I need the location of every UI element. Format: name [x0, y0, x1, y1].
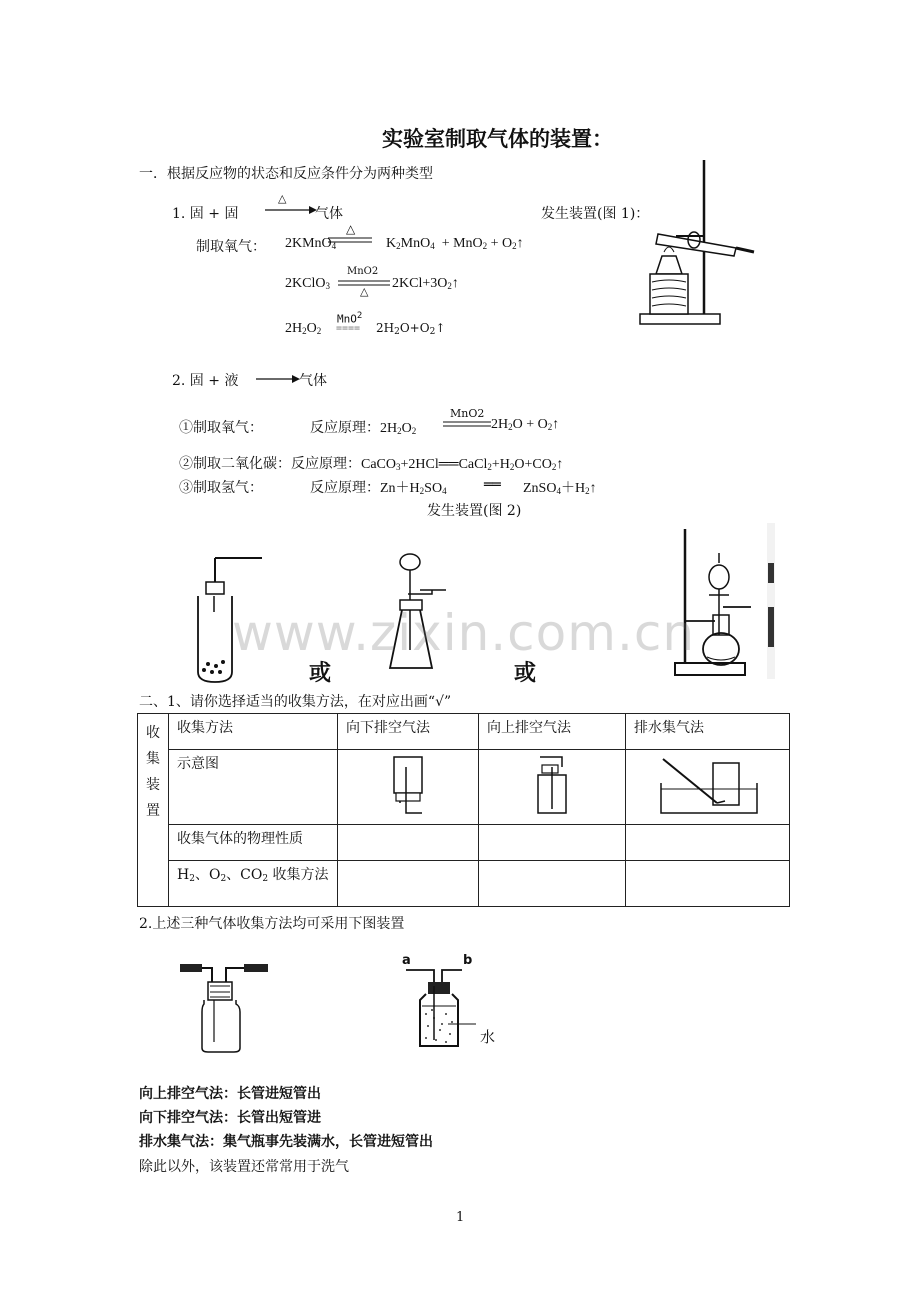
section1-heading: 一．根据反应物的状态和反应条件分为两种类型 [139, 166, 433, 182]
eq1-right: $K_2MnO_4 + MnO_2$ + $O_2↑$ [386, 236, 524, 251]
eq2-catalyst: MnO2 [347, 266, 379, 277]
type2-label: 2. 固 + 液 [172, 373, 239, 389]
type1-product: 气体 [315, 206, 343, 222]
reaction3-label: ③制取氢气： [179, 480, 263, 496]
rule-water: 排水集气法：集气瓶事先装满水，长管进短管出 [139, 1134, 433, 1150]
type1-condition: △ [278, 192, 287, 205]
type1-arrow [263, 194, 317, 228]
apparatus1-label: 发生装置(图 1)： [541, 206, 650, 222]
rule-downward: 向下排空气法：长管出短管进 [139, 1110, 321, 1126]
watermark: www.zixin.com.cn [232, 604, 696, 662]
section2-heading: 二、1、请你选择适当的收集方法，在对应出画“√” [139, 694, 452, 710]
diagram-cell-water [626, 750, 790, 825]
reaction1-principle: 反应原理：$2H_2O_2$ [310, 421, 417, 436]
reaction1-right: $2H_2O$ + $O_2↑$ [491, 417, 560, 432]
rule-upward: 向上排空气法：长管进短管出 [139, 1086, 321, 1102]
or-label-2: 或 [514, 661, 537, 686]
type1-label: 1. 固 + 固 [172, 206, 239, 222]
equals-sign [328, 236, 376, 246]
oxygen-label: 制取氧气： [196, 239, 266, 255]
arrow-icon [254, 372, 300, 386]
upward-air-bottle-icon [522, 753, 582, 817]
arrow-icon [263, 194, 317, 224]
eq2-left: 2KClO$_3$ [285, 276, 330, 291]
water-filled-bottle-icon [402, 966, 492, 1052]
table-cell: 向上排空气法 [479, 714, 626, 750]
table-cell: 排水集气法 [626, 714, 790, 750]
table-cell: $H_2$、$O_2$、$CO_2$ 收集方法 [169, 861, 338, 907]
eq3-left: $2H_2O_2$ [285, 321, 322, 336]
eq3-right: $2H_2O+O_2↑$ [376, 321, 446, 337]
equals-sign [443, 420, 493, 430]
table-cell [338, 825, 479, 861]
reaction3-equals: ══ [484, 477, 501, 493]
table-cell: 向下排空气法 [338, 714, 479, 750]
table-cell [479, 825, 626, 861]
table-cell [338, 861, 479, 907]
eq3-catalyst: MnO$^2$ [337, 311, 363, 326]
closing-note: 除此以外，该装置还常常用于洗气 [139, 1159, 349, 1175]
equals-sign: ==== [336, 323, 361, 334]
reaction1-label: ①制取氧气： [179, 420, 263, 436]
gas-washing-bottle-icon [178, 962, 270, 1058]
label-b: b [463, 953, 473, 968]
reaction2: ②制取二氧化碳：反应原理：$CaCO_3+2HCl══CaCl_2+H_2O+CO_2↑$ [179, 457, 564, 472]
eq2-right: $2KCl+3O_2↑$ [392, 276, 459, 291]
table-side-header: 收 集 装 置 [138, 714, 169, 907]
downward-air-bottle-icon [378, 753, 438, 817]
eq2-condition: △ [360, 285, 369, 298]
apparatus-figure-1 [636, 156, 766, 332]
eq1-left: 2KMnO$_4$ [285, 236, 337, 251]
table-cell: 收集气体的物理性质 [169, 825, 338, 861]
page-title: 实验室制取气体的装置： [382, 127, 613, 151]
reaction3-principle: 反应原理：$Zn+H_2SO_4$ [310, 481, 447, 496]
table-cell [626, 861, 790, 907]
or-label-1: 或 [309, 661, 332, 686]
table-cell: 收集方法 [169, 714, 338, 750]
page-number: 1 [456, 1210, 465, 1225]
diagram-cell-downward [338, 750, 479, 825]
part2-heading: 2.上述三种气体收集方法均可采用下图装置 [139, 916, 405, 932]
eq1-condition: △ [346, 222, 356, 236]
table-cell [626, 825, 790, 861]
apparatus2-label: 发生装置(图 2) [427, 503, 522, 519]
reaction1-catalyst: MnO2 [450, 407, 485, 420]
table-cell [479, 861, 626, 907]
table-cell: 示意图 [169, 750, 338, 825]
type2-product: 气体 [299, 373, 327, 389]
reaction3-right: $ZnSO_4+H_2↑$ [523, 481, 597, 496]
label-water: 水 [480, 1028, 496, 1046]
diagram-cell-upward [479, 750, 626, 825]
collection-table [137, 713, 790, 907]
label-a: a [402, 953, 411, 968]
water-displacement-icon [653, 753, 763, 817]
